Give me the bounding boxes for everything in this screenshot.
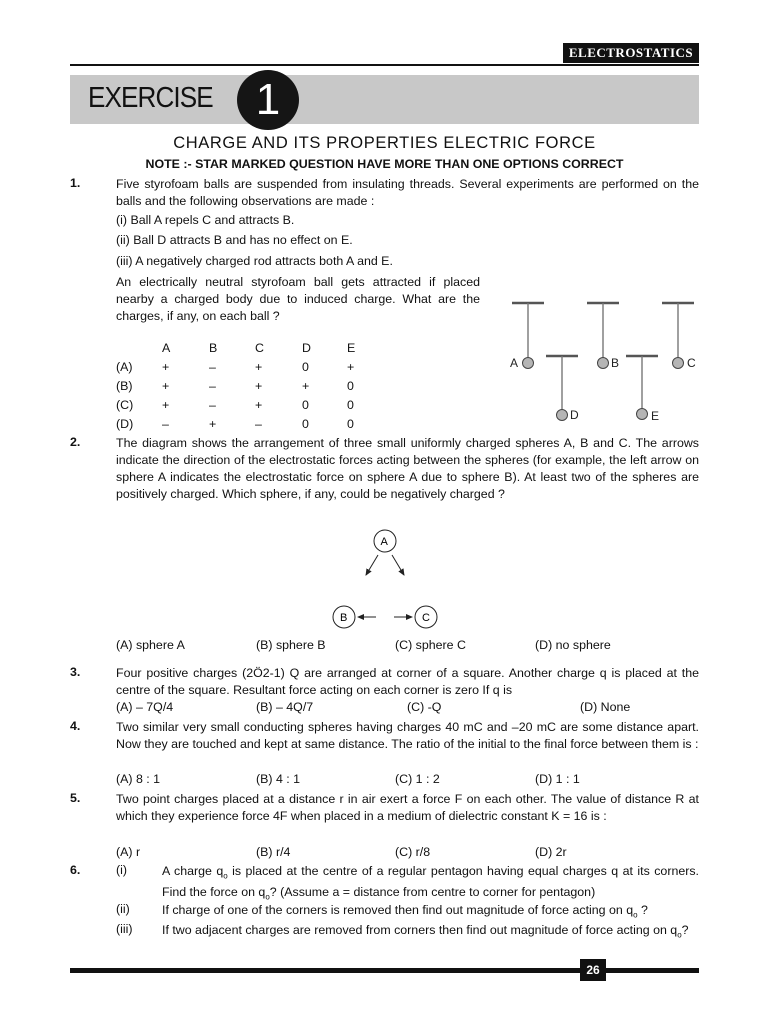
option: (D) 1 : 1 (535, 772, 580, 786)
text-fragment: A charge q (162, 864, 224, 878)
sphere-label: C (422, 612, 430, 624)
table-header: D (302, 341, 311, 355)
answer-table (116, 341, 376, 433)
header-rule (70, 64, 699, 66)
question-text (162, 922, 699, 943)
question-number: 2. (70, 435, 81, 449)
option: (C) r/8 (395, 845, 431, 859)
table-cell: + (162, 360, 170, 374)
option: (C) 1 : 2 (395, 772, 440, 786)
option: (B) sphere B (256, 638, 326, 652)
table-cell: 0 (302, 360, 309, 374)
table-header: B (209, 341, 218, 355)
table-cell: + (302, 379, 310, 393)
exercise-title: EXERCISE (88, 82, 213, 114)
table-cell: + (162, 398, 170, 412)
subscript: o (223, 871, 228, 881)
observation: (iii) A negatively charged rod attracts both A and E. (116, 254, 393, 268)
observation: (i) Ball A repels C and attracts B. (116, 213, 295, 227)
text-fragment: ? (Assume a = distance from centre to corner for pentagon) (269, 885, 596, 900)
question-text (162, 902, 699, 923)
table-cell: – (255, 417, 262, 431)
table-header: A (162, 341, 171, 355)
page-number: 26 (580, 959, 606, 981)
table-cell: 0 (347, 379, 354, 393)
option: (D) no sphere (535, 638, 611, 652)
exercise-number-circle (237, 70, 299, 130)
exercise-number: 1 (255, 75, 281, 124)
table-cell: 0 (347, 417, 354, 431)
table-cell: + (255, 360, 263, 374)
question-number: 4. (70, 719, 81, 733)
option: (A) sphere A (116, 638, 185, 652)
question-text: Five styrofoam balls are suspended from insulating threads. Several experiments are performed on the balls and the following observations are made : (116, 177, 699, 208)
force-arrow (366, 555, 378, 575)
part-label: (ii) (116, 902, 130, 916)
sphere-label: B (340, 612, 348, 624)
row-label: (C) (116, 398, 134, 412)
ball-label: E (651, 409, 660, 423)
section-title: CHARGE AND ITS PROPERTIES ELECTRIC FORCE (173, 134, 596, 152)
question-number: 6. (70, 863, 81, 877)
ball-label: A (510, 356, 519, 370)
question-text: Four positive charges (2Ö2-1) Q are arranged at corner of a square. Another charge q is placed at the centre of the square. Resultant force acting on each corner is zero If q is (116, 666, 699, 697)
part-label: (iii) (116, 922, 133, 936)
table-cell: + (255, 379, 263, 393)
option: (A) – 7Q/4 (116, 700, 174, 714)
observation: (ii) Ball D attracts B and has no effect on E. (116, 233, 353, 247)
table-cell: + (347, 360, 355, 374)
hanging-balls-diagram (500, 295, 710, 430)
option: (B) 4 : 1 (256, 772, 301, 786)
question-number: 5. (70, 791, 81, 805)
subscript: o (677, 930, 682, 940)
table-header: C (255, 341, 264, 355)
ball-b (598, 358, 609, 369)
row-label: (A) (116, 360, 133, 374)
option: (C) -Q (407, 700, 442, 714)
option: (B) – 4Q/7 (256, 700, 314, 714)
text-fragment: ? (681, 923, 689, 937)
question-number: 3. (70, 665, 81, 679)
table-cell: – (209, 398, 216, 412)
question-text: The diagram shows the arrangement of three small uniformly charged spheres A, B and C. The arrows indicate the direction of the electrostatic forces acting between the spheres (for example, the left arrow on sphere A indicates the electrostatic force on sphere A due to sphere B). At least two of the spheres are positively charged. Which sphere, if any, could be negatively charged ? (116, 436, 699, 501)
option: (C) sphere C (395, 638, 466, 652)
spheres-force-diagram (320, 525, 450, 635)
table-cell: – (209, 379, 216, 393)
ball-label: C (687, 356, 696, 370)
question-text: Two similar very small conducting spheres having charges 40 mC and –20 mC are some distance apart. Now they are touched and kept at same distance. The ratio of the initial to the final force between them is : (116, 720, 699, 751)
row-label: (D) (116, 417, 134, 431)
table-cell: 0 (347, 398, 354, 412)
text-fragment: is placed at the centre of a regular pentagon having equal charges q at its corners. Find the force on q (162, 864, 699, 900)
chapter-badge: ELECTROSTATICS (563, 43, 699, 63)
subscript: o (633, 910, 638, 920)
option: (A) r (116, 845, 141, 859)
table-cell: – (209, 360, 216, 374)
question-text (162, 863, 699, 906)
ball-label: D (570, 408, 579, 422)
ball-e (637, 409, 648, 420)
sphere-label: A (380, 536, 388, 548)
ball-label: B (611, 356, 620, 370)
subscript: o (265, 892, 270, 902)
option: (A) 8 : 1 (116, 772, 161, 786)
question-text: Two point charges placed at a distance r in air exert a force F on each other. The value of distance R at which they experience force 4F when placed in a medium of dielectric constant K = 16 is : (116, 792, 699, 823)
note: NOTE :- STAR MARKED QUESTION HAVE MORE THAN ONE OPTIONS CORRECT (145, 157, 624, 171)
ball-d (557, 410, 568, 421)
text-fragment: If charge of one of the corners is removed then find out magnitude of force acting on q (162, 903, 634, 917)
force-arrow (392, 555, 404, 575)
table-header: E (347, 341, 356, 355)
text-fragment: ? (637, 903, 648, 917)
table-cell: + (255, 398, 263, 412)
option: (B) r/4 (256, 845, 291, 859)
table-cell: + (162, 379, 170, 393)
ball-a (523, 358, 534, 369)
ball-c (673, 358, 684, 369)
question-text: An electrically neutral styrofoam ball gets attracted if placed nearby a charged body due to induced charge. What are the charges, if any, on each ball ? (116, 275, 480, 323)
table-cell: 0 (302, 417, 309, 431)
table-cell: – (162, 417, 169, 431)
option: (D) None (580, 700, 631, 714)
question-number: 1. (70, 176, 81, 190)
text-fragment: If two adjacent charges are removed from corners then find out magnitude of force acting on q (162, 923, 678, 937)
table-cell: 0 (302, 398, 309, 412)
row-label: (B) (116, 379, 133, 393)
table-cell: + (209, 417, 217, 431)
part-label: (i) (116, 863, 128, 877)
option: (D) 2r (535, 845, 567, 859)
